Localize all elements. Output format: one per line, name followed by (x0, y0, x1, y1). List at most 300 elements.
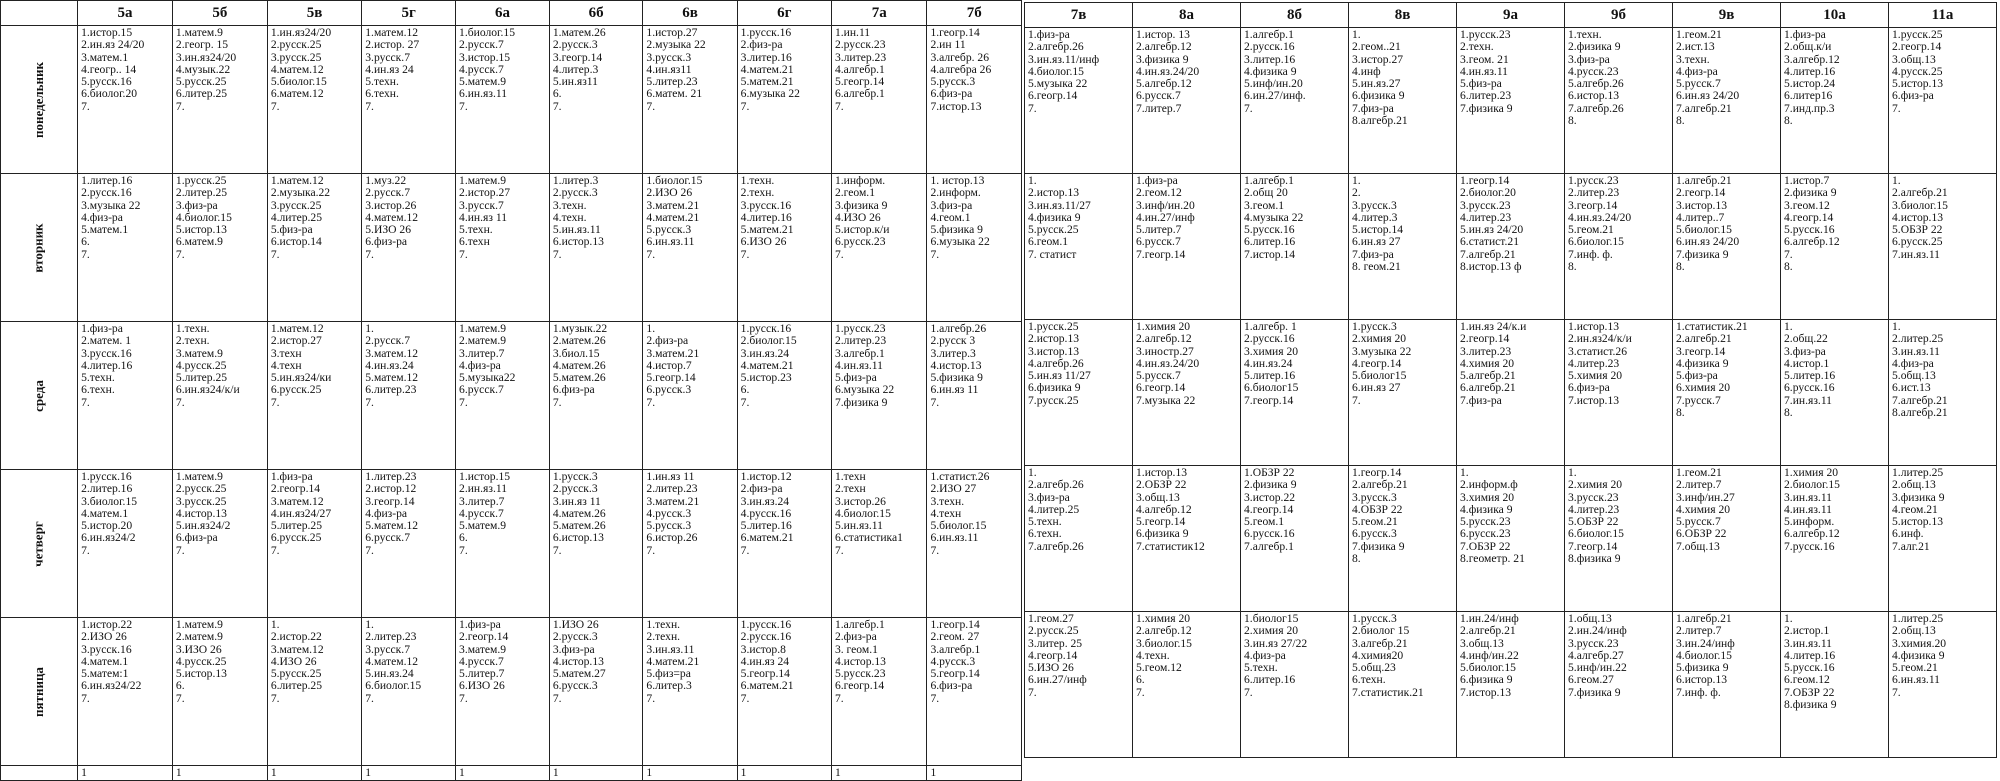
lesson-line: 1. (270, 618, 280, 631)
lesson-cell (172, 174, 267, 322)
lesson-line: 2.физ-ра (646, 334, 689, 348)
lesson-line: 7.русск.16 (1784, 539, 1835, 553)
lesson-line: 7. (552, 99, 562, 113)
lesson-line: 6.физ-ра (552, 383, 595, 397)
lesson-line: 2.истор.27 (459, 186, 511, 200)
lesson-line: 7. (1892, 101, 1901, 115)
class-header: 5в (267, 1, 361, 26)
lesson-line: 3.ин.яз.11 (1784, 636, 1832, 650)
lesson-line: 1.геогр.14 (1460, 174, 1510, 187)
day-label-cell (1, 618, 78, 766)
lesson-line: 6.русск.3 (1352, 527, 1397, 541)
day-row (1025, 612, 1997, 758)
lesson-line: 4.истор.13 (1892, 210, 1944, 224)
lesson-line: 7. (270, 247, 280, 261)
class-header: 9а (1457, 3, 1565, 28)
lesson-line: 6. (459, 531, 468, 545)
lesson-line: 3.техн. (1676, 52, 1710, 66)
lesson-line: 5.ин.яз.27 (1352, 77, 1401, 91)
lesson-line: 7. (270, 99, 280, 113)
lesson-line: 5.русск.16 (1784, 223, 1835, 237)
lesson-cell (831, 766, 927, 781)
lesson-line: 4.литер.3 (1352, 210, 1398, 224)
lesson-line: 6.физ-ра (1892, 89, 1934, 103)
lesson-line: 4.истор.13 (552, 654, 604, 668)
lesson-cell (456, 174, 550, 322)
lesson-cell (1025, 320, 1133, 466)
lesson-line: 7. (270, 691, 280, 705)
lesson-line: 3.матем.12 (365, 346, 419, 360)
lesson-line: 7. (175, 395, 185, 409)
lesson-cell (737, 322, 831, 470)
lesson-line: 6.ин.яз.11 (459, 87, 508, 101)
lesson-line: 4.ин.яз 11 (459, 210, 508, 224)
lesson-line: 4.русск.25 (175, 654, 227, 668)
lesson-line: 7.русск.7 (1676, 393, 1721, 407)
lesson-line: 3.русск.16 (740, 198, 792, 212)
lesson-line: 7. (740, 395, 750, 409)
lesson-line: 1.алгебр.1 (1244, 28, 1294, 41)
lesson-line: 6.ин.яз 27 (1352, 381, 1401, 395)
lesson-line: 2.физика 9 (1784, 186, 1837, 200)
lesson-line: 4.музыка 22 (1244, 210, 1304, 224)
lesson-line: 7.статистик12 (1136, 539, 1205, 553)
lesson-cell (172, 322, 267, 470)
lesson-cell (643, 26, 737, 174)
lesson-line: 5.русск.16 (1244, 223, 1295, 237)
lesson-cell (927, 766, 1022, 781)
lesson-line: 4.физ-ра (1244, 648, 1286, 662)
lesson-line: 2.геогр.14 (1460, 332, 1510, 346)
lesson-line: 5.литер.23 (646, 75, 698, 89)
lesson-line: 6.алгебр.12 (1784, 527, 1840, 541)
lesson-line: 5.матем.12 (365, 371, 419, 385)
lesson-line: 1 (646, 766, 653, 779)
lesson-line: 5.ин.яз 11/27 (1028, 369, 1091, 383)
lesson-line: 7.физика 9 (834, 395, 888, 409)
lesson-cell (1565, 466, 1673, 612)
lesson-line: 7. (646, 691, 656, 705)
lesson-cell (1133, 174, 1241, 320)
lesson-cell (172, 26, 267, 174)
lesson-line: 7.русск.25 (1028, 393, 1079, 407)
lesson-cell (927, 26, 1022, 174)
lesson-line: 7. (930, 543, 940, 557)
lesson-line: 4.русск.3 (646, 506, 692, 520)
lesson-line: 2.русск.7 (459, 38, 504, 52)
lesson-line: 1.техн. (646, 618, 681, 631)
lesson-line: 7. (175, 543, 185, 557)
lesson-line: 5.матем.26 (552, 371, 606, 385)
lesson-line: 4.литер.25 (270, 210, 322, 224)
lesson-line: 4.музык.22 (175, 62, 231, 76)
lesson-line: 3.иностр.27 (1136, 344, 1194, 358)
lesson-line: 5.геогр.14 (740, 667, 790, 681)
lesson-line: 3.истор.26 (365, 198, 417, 212)
lesson-cell (737, 470, 831, 618)
lesson-line: 6.статист.21 (1460, 235, 1519, 249)
lesson-line: 4.химия 20 (1460, 356, 1515, 370)
lesson-line: 4.геогр.14 (1244, 502, 1294, 516)
lesson-line: 6.русск.16 (1784, 381, 1835, 395)
day-row (1025, 174, 1997, 320)
lesson-line: 5.ин.яз.11 (834, 519, 883, 533)
day-label-cell (1, 766, 78, 781)
lesson-line: 3.биол.15 (552, 346, 600, 360)
lesson-line: 4.ин.яз.24 (365, 358, 414, 372)
lesson-line: 6.ин.яз.11 (1892, 673, 1940, 687)
lesson-line: 3.литер.16 (740, 50, 792, 64)
lesson-line: 2.русск.25 (270, 38, 322, 52)
lesson-line: 5.истор.24 (1784, 77, 1836, 91)
lesson-line: 3.геом.1 (1244, 198, 1285, 212)
lesson-line: 1 (270, 766, 277, 779)
lesson-cell (1241, 174, 1349, 320)
lesson-line: 5.физика 9 (1676, 661, 1729, 675)
lesson-line: 7. (1244, 685, 1253, 699)
lesson-line: 6.биолог.15 (1568, 527, 1624, 541)
lesson-cell (1133, 466, 1241, 612)
lesson-line: 6.биолог.15 (365, 679, 422, 693)
lesson-line: 4.истор.13 (834, 654, 886, 668)
lesson-line: 6.геом.12 (1784, 673, 1830, 687)
lesson-line: 6.ин.яз24/к/и (175, 383, 240, 397)
lesson-line: 5.матем.26 (552, 519, 606, 533)
lesson-line: 2.алгебр.21 (1460, 624, 1516, 638)
lesson-line: 8.геометр. 21 (1460, 552, 1525, 566)
lesson-line: 4.литер.3 (552, 62, 599, 76)
lesson-cell (643, 322, 737, 470)
lesson-line: 4.русск.25 (1892, 64, 1943, 78)
lesson-line: 3.русск.23 (1568, 490, 1619, 504)
lesson-line: 6.музыка 22 (930, 235, 990, 249)
lesson-line: 1.литер.16 (81, 174, 133, 187)
lesson-line: 5.биолог.15 (270, 75, 327, 89)
lesson-line: 1.алгебр.26 (930, 322, 987, 335)
lesson-line: 6.истор.13 (552, 235, 604, 249)
lesson-line: 1.истор. 13 (1136, 28, 1190, 41)
lesson-line: 2.музыка.22 (270, 186, 331, 200)
lesson-line: 2.матем.26 (552, 334, 606, 348)
lesson-line: 1. (1892, 174, 1901, 187)
lesson-line: 6.литер.25 (270, 679, 322, 693)
lesson-line: 7.геогр.14 (1244, 393, 1294, 407)
lesson-line: 7. (1892, 685, 1901, 699)
lesson-line: 4.истор.13 (175, 506, 227, 520)
lesson-line: 4.русск.25 (175, 358, 227, 372)
lesson-line: 4.физика 9 (1676, 356, 1729, 370)
lesson-line: 3.общ.13 (1136, 490, 1180, 504)
lesson-line: 2.русск.25 (175, 482, 227, 496)
lesson-line: 1.химия 20 (1136, 320, 1191, 333)
day-label-cell (1, 470, 78, 618)
lesson-line: 4.алгебр.26 (1028, 356, 1084, 370)
lesson-line: 3.инф/ин.27 (1676, 490, 1735, 504)
lesson-cell (643, 618, 737, 766)
lesson-line: 7.алгебр.21 (1460, 247, 1516, 261)
lesson-cell (362, 766, 456, 781)
lesson-line: 8. геом.21 (1352, 260, 1401, 274)
lesson-line: 2.русск.16 (81, 186, 132, 200)
lesson-cell (172, 766, 267, 781)
lesson-line: 2.матем.9 (175, 630, 223, 644)
lesson-line: 7. (552, 691, 562, 705)
lesson-line: 7.ин.яз.11 (1784, 393, 1832, 407)
lesson-line: 4.русск.7 (459, 654, 504, 668)
lesson-line: 1 (175, 766, 182, 779)
lesson-line: 2.истор.12 (365, 482, 417, 496)
lesson-line: 3.ин.яз.11 (646, 642, 695, 656)
lesson-line: 2.русск.23 (834, 38, 886, 52)
lesson-cell (1889, 466, 1997, 612)
lesson-line: 3.русск.25 (270, 198, 322, 212)
lesson-line: 6.русск.25 (270, 531, 322, 545)
lesson-cell (1781, 28, 1889, 174)
lesson-cell (362, 322, 456, 470)
lesson-line: 6.геом.27 (1568, 673, 1614, 687)
lesson-line: 3.техн. (930, 494, 965, 508)
lesson-line: 3.литер.7 (459, 494, 505, 508)
class-header: 5б (172, 1, 267, 26)
lesson-line: 1.алгебр.21 (1676, 174, 1732, 187)
day-label-cell (1, 26, 78, 174)
lesson-cell (1025, 612, 1133, 758)
lesson-line: 7. (552, 395, 562, 409)
class-header: 6б (549, 1, 643, 26)
lesson-line: 2.истор.1 (1784, 624, 1830, 638)
day-label: вторник (31, 222, 47, 273)
lesson-line: 2.биолог.15 (1784, 478, 1840, 492)
lesson-line: 2.ист.13 (1676, 40, 1715, 54)
lesson-line: 5.русск.3 (930, 75, 976, 89)
lesson-line: 7.физика 9 (1460, 101, 1513, 115)
lesson-line: 3.физ-ра (930, 198, 973, 212)
lesson-line: 1.русск.3 (1352, 612, 1397, 625)
lesson-line: 3.русск.23 (1460, 198, 1511, 212)
lesson-line: 6.матем.21 (740, 531, 794, 545)
lesson-line: 4.биолог.15 (1676, 648, 1732, 662)
lesson-line: 6.ИЗО 26 (740, 235, 787, 249)
lesson-line: 2.истор. 27 (365, 38, 420, 52)
lesson-line: 3.геогр.14 (1568, 198, 1618, 212)
lesson-line: 3.ин.яз.11/инф (1028, 52, 1100, 66)
lesson-line: 7. (459, 247, 468, 261)
lesson-line: 1.техн. (175, 322, 210, 335)
lesson-line: 6.ин.27/инф. (1244, 89, 1306, 103)
lesson-line: 2.общ.13 (1892, 478, 1936, 492)
lesson-line: 4.техн. (552, 210, 587, 224)
lesson-line: 2.литер.16 (81, 482, 133, 496)
lesson-line: 2.литер.25 (1892, 332, 1944, 346)
lesson-line: 7.ОБЗР 22 (1460, 539, 1511, 553)
lesson-line: 7. (930, 247, 940, 261)
day-label: четверг (31, 520, 47, 567)
lesson-line: 8. (1676, 114, 1685, 128)
lesson-line: 2.ИЗО 26 (646, 186, 693, 200)
class-header: 9б (1565, 3, 1673, 28)
lesson-line: 1.муз.22 (365, 174, 407, 187)
lesson-line: 6.матем.21 (740, 679, 794, 693)
lesson-line: 5.техн. (1244, 661, 1278, 675)
lesson-line: 4.матем.1 (81, 654, 129, 668)
lesson-line: 4.биолог.15 (1028, 64, 1084, 78)
lesson-line: 3.ин.яз.11 (1784, 490, 1832, 504)
lesson-line: 4.матем.26 (552, 506, 606, 520)
lesson-line: 3.ин.яз24/20 (175, 50, 237, 64)
lesson-line: 2.химия 20 (1352, 332, 1407, 346)
lesson-line: 4.ин.яз24/27 (270, 506, 332, 520)
lesson-line: 1. (365, 322, 374, 335)
lesson-line: 6.истор.13 (1568, 89, 1620, 103)
lesson-line: 5.литер.16 (740, 519, 792, 533)
lesson-line: 1.химия 20 (1136, 612, 1191, 625)
lesson-cell (549, 322, 643, 470)
lesson-line: 1.статистик.21 (1676, 320, 1748, 333)
lesson-line: 6.истор.14 (270, 235, 322, 249)
lesson-line: 1.истор.13 (1568, 320, 1620, 333)
lesson-line: 1.истор.22 (81, 618, 133, 631)
lesson-cell (1457, 466, 1565, 612)
lesson-line: 2.матем.9 (459, 334, 507, 348)
class-header: 5г (362, 1, 456, 26)
lesson-line: 7.общ.13 (1676, 539, 1720, 553)
lesson-line: 6.литер.23 (365, 383, 417, 397)
lesson-cell (1781, 320, 1889, 466)
lesson-line: 1. (646, 322, 656, 335)
lesson-line: 6.ин.яз 24/20 (1676, 89, 1740, 103)
lesson-line: 5.биолог15 (1352, 369, 1407, 383)
lesson-line: 2.техн. (1460, 40, 1494, 54)
lesson-line: 4.ин.27/инф (1136, 210, 1195, 224)
lesson-line: 5.русск.25 (1028, 223, 1079, 237)
class-header: 6г (737, 1, 831, 26)
lesson-line: 7. (834, 99, 844, 113)
lesson-line: 5.музыка 22 (1028, 77, 1088, 91)
lesson-line: 6.ин.яз.11 (646, 235, 695, 249)
lesson-line: 3.матем.21 (646, 346, 700, 360)
lesson-line: 4.ин.яз11 (646, 62, 692, 76)
lesson-line: 3.физика 9 (1136, 52, 1189, 66)
lesson-line: 1.ин.24/инф (1460, 612, 1519, 625)
lesson-line: 1.геом.21 (1676, 28, 1722, 41)
lesson-line: 4.матем.21 (740, 358, 794, 372)
lesson-line: 5.геогр.14 (930, 667, 980, 681)
lesson-line: 6.русск.7 (459, 383, 504, 397)
lesson-line: 7. (930, 395, 940, 409)
lesson-line: 1.русск.23 (1460, 28, 1511, 41)
lesson-line: 5.русск.23 (1460, 515, 1511, 529)
day-row (1025, 466, 1997, 612)
lesson-line: 3.русск.3 (646, 50, 692, 64)
lesson-cell (831, 470, 927, 618)
lesson-line: 6.физика 9 (1460, 673, 1513, 687)
lesson-line: 2.русск.3 (552, 630, 598, 644)
lesson-line: 2.техн. (740, 186, 775, 200)
lesson-line: 2.алгебр.12 (1136, 40, 1192, 54)
lesson-line: 2.истор.22 (270, 630, 322, 644)
lesson-cell (1241, 320, 1349, 466)
lesson-line: 2.русск.16 (1244, 332, 1295, 346)
lesson-line: 3.матем.21 (646, 198, 700, 212)
lesson-line: 2.музыка 22 (646, 38, 706, 52)
lesson-line: 5.ОБЗР 22 (1568, 515, 1619, 529)
lesson-line: 4.биолог.15 (834, 506, 891, 520)
lesson-line: 2.алгебр.12 (1136, 332, 1192, 346)
lesson-line: 7.инд.пр.3 (1784, 101, 1835, 115)
lesson-line: 1. (1460, 466, 1469, 479)
lesson-line: 1.ин.яз 11 (646, 470, 695, 483)
lesson-line: 3.алгебр.1 (930, 642, 981, 656)
lesson-line: 6.русск.7 (1136, 89, 1181, 103)
lesson-line: 4.ИЗО 26 (270, 654, 317, 668)
day-label: пятница (31, 666, 47, 717)
lesson-line: 2.русск.7 (365, 186, 411, 200)
lesson-line: 3.литер.23 (834, 50, 887, 64)
lesson-line: 1.истор.13 (1136, 466, 1188, 479)
lesson-line: 7.алг.21 (1892, 539, 1930, 553)
lesson-line: 7.истор.13 (930, 99, 982, 113)
lesson-cell (1457, 320, 1565, 466)
lesson-line: 5.техн. (81, 371, 115, 385)
class-header: 8а (1133, 3, 1241, 28)
lesson-cell (78, 322, 173, 470)
lesson-line: 3.физика 9 (1892, 490, 1945, 504)
lesson-cell (737, 26, 831, 174)
lesson-line: 6.геом.1 (1028, 235, 1069, 249)
lesson-line: 5.ОБЗР 22 (1892, 223, 1943, 237)
lesson-line: 5.ИЗО 26 (365, 223, 411, 237)
lesson-line: 7.физика 9 (1676, 247, 1729, 261)
lesson-line: 7. (175, 247, 185, 261)
lesson-line: 1.русск.16 (740, 26, 792, 39)
lesson-line: 4.инф/ин.22 (1460, 648, 1519, 662)
lesson-line: 2.истор.13 (1028, 332, 1080, 346)
lesson-line: 1.русск.16 (740, 618, 792, 631)
lesson-line: 2.русск.3 (552, 38, 598, 52)
lesson-line: 7. (459, 395, 468, 409)
lesson-line: 2.общ.13 (1892, 624, 1936, 638)
lesson-line: 6.ин.яз 24/20 (1676, 235, 1740, 249)
lesson-line: 5.физ-ра (1460, 77, 1502, 91)
lesson-line: 5.матем.9 (459, 75, 507, 89)
lesson-line: 3.матем.21 (646, 494, 700, 508)
lesson-line: 1. (365, 618, 374, 631)
lesson-line: 7.алгебр.26 (1028, 539, 1084, 553)
lesson-line: 6.ин.яз 27 (1352, 235, 1401, 249)
lesson-line: 8.физика 9 (1784, 698, 1837, 712)
lesson-line: 7.алгебр.1 (1244, 539, 1294, 553)
lesson-line: 8. (1784, 114, 1793, 128)
lesson-line: 1. истор.13 (930, 174, 985, 187)
lesson-line: 3.русск.3 (1352, 198, 1397, 212)
lesson-line: 6.физ-ра (930, 679, 973, 693)
lesson-line: 1.общ.13 (1568, 612, 1612, 625)
lesson-line: 2.физ-ра (834, 630, 877, 644)
lesson-line: 3.техн (270, 346, 302, 360)
lesson-line: 5.литер.16 (1784, 369, 1836, 383)
lesson-line: 3.музыка 22 (1352, 344, 1412, 358)
lesson-line: 1.физ-ра (1136, 174, 1178, 187)
lesson-line: 4.физ-ра (365, 506, 408, 520)
lesson-line: 1.ИЗО 26 (552, 618, 599, 631)
lesson-cell (831, 174, 927, 322)
lesson-line: 1.информ. (834, 174, 886, 187)
lesson-cell (1673, 466, 1781, 612)
lesson-line: 7.физ-ра (1352, 101, 1394, 115)
lesson-cell (831, 618, 927, 766)
lesson-line: 6. (740, 383, 750, 397)
lesson-line: 4.русск.16 (740, 506, 792, 520)
